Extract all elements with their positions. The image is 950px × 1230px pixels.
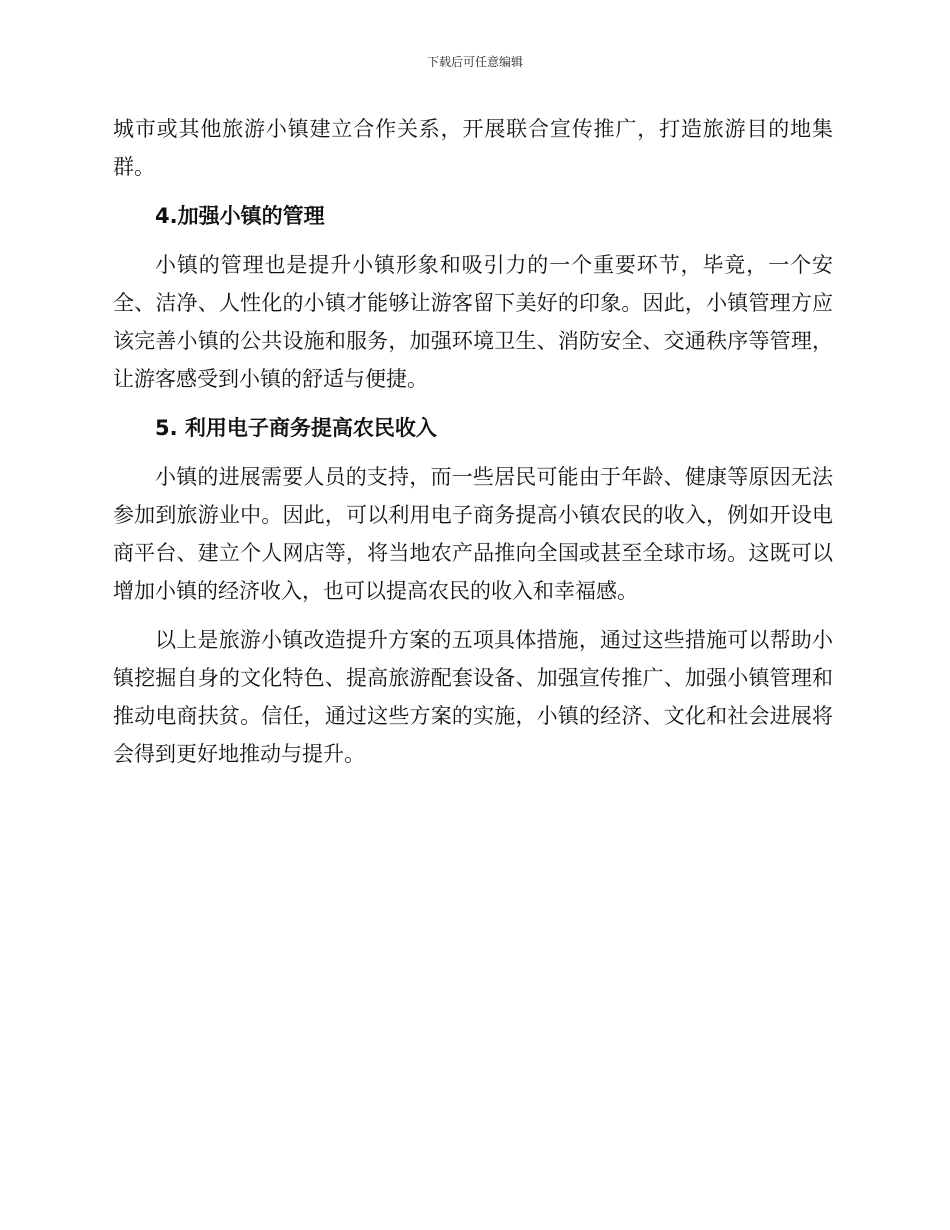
page-header: 下载后可任意编辑 [426, 55, 523, 69]
section-heading-5: 5. 利用电子商务提高农民收入 [155, 416, 437, 440]
paragraph-ecommerce: 小镇的进展需要人员的支持，而一些居民可能由于年龄、健康等原因无法参加到旅游业中。因此，可以利用电子商务提高小镇农民的收入，例如开设电商平台、建立个人网店等，将当地农产品推向全国或甚至全球市场。这既可以增加小镇的经济收入，也可以提高农民的收入和幸福感。 [113, 465, 833, 603]
paragraph-summary: 以上是旅游小镇改造提升方案的五项具体措施，通过这些措施可以帮助小镇挖掘自身的文化特色、提高旅游配套设备、加强宣传推广、加强小镇管理和推动电商扶贫。信任，通过这些方案的实施，小镇的经济、文化和社会进展将会得到更好地推动与提升。 [113, 628, 833, 766]
section-heading-4: 4.加强小镇的管理 [155, 204, 325, 228]
paragraph-continued: 城市或其他旅游小镇建立合作关系，开展联合宣传推广，打造旅游目的地集群。 [113, 117, 833, 179]
paragraph-management: 小镇的管理也是提升小镇形象和吸引力的一个重要环节，毕竟，一个安全、洁净、人性化的小镇才能够让游客留下美好的印象。因此，小镇管理方应该完善小镇的公共设施和服务，加强环境卫生、消防安全、交通秩序等管理，让游客感受到小镇的舒适与便捷。 [113, 253, 833, 391]
document-body [113, 110, 833, 784]
